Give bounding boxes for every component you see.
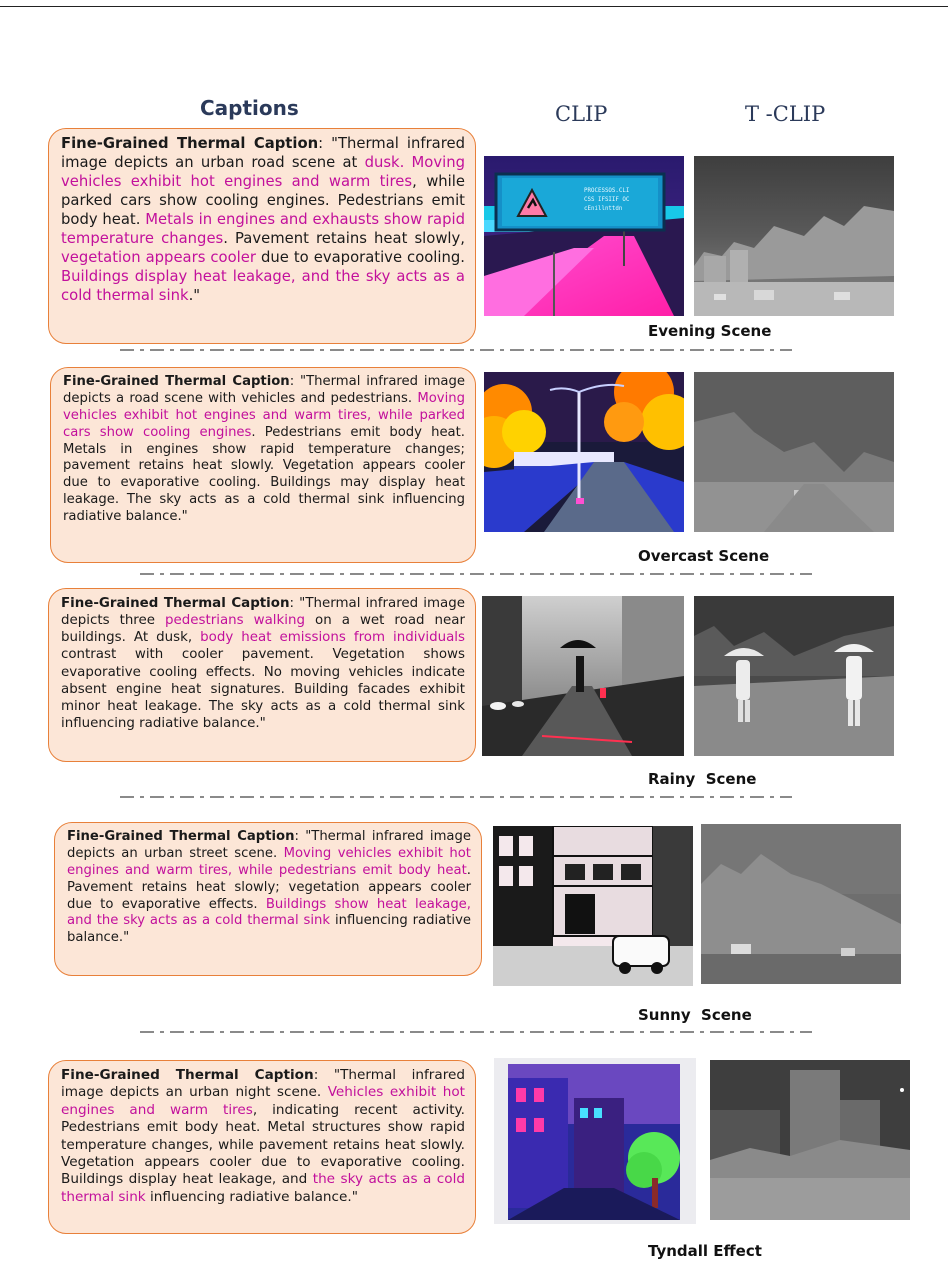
caption-highlight: Buildings display heat leakage, and the sky acts as a cold thermal sink xyxy=(61,267,465,304)
sign-text-line-3: cEnillnttdn xyxy=(584,206,623,212)
caption-lead: Fine-Grained Thermal Caption xyxy=(61,1067,314,1083)
caption-text: influencing radiative balance." xyxy=(67,913,471,946)
clip-header: CLIP xyxy=(555,102,608,126)
separator-1 xyxy=(120,349,792,351)
sign-text-line-1: PROCESSOS.CLI xyxy=(584,188,630,194)
sign-text-line-2: CSS IFSIIF OC xyxy=(584,197,630,203)
clip-image-evening xyxy=(484,156,684,316)
scene-label-sunny: Sunny Scene xyxy=(638,1006,752,1024)
caption-text: . Pedestrians emit body heat. Metals in engines show rapid temperature changes; pavement retains heat slowly. Vegetation appears cooler due to evaporative cooling. Buildings may display heat leakage. The sky acts as a cold thermal sink influencing radiative balance." xyxy=(63,424,465,525)
caption-lead: Fine-Grained Thermal Caption xyxy=(61,135,319,152)
caption-highlight: vegetation appears cooler xyxy=(61,248,256,266)
separator-4 xyxy=(140,1031,812,1033)
caption-highlight: Moving vehicles exhibit hot engines and warm tires, while pedestrians emit body heat xyxy=(67,845,471,878)
caption-highlight: Vehicles exhibit hot engines and warm tires xyxy=(61,1084,465,1118)
caption-text: . Pavement retains heat slowly, xyxy=(223,229,465,247)
caption-highlight: Metals in engines and exhausts show rapid temperature changes xyxy=(61,210,466,247)
tclip-image-overcast xyxy=(694,372,894,532)
top-rule xyxy=(0,6,948,7)
caption-text: : "Thermal infrared image depicts an urban street scene. xyxy=(67,829,471,861)
scene-label-rainy: Rainy Scene xyxy=(648,770,757,788)
caption-text: , while parked cars show cooling engines. Pedestrians emit body heat. xyxy=(61,172,465,228)
clip-image-overcast xyxy=(484,372,684,532)
caption-box-tyndall xyxy=(48,1060,476,1234)
clip-image-tyndall xyxy=(494,1058,696,1224)
caption-text: on a wet road near buildings. At dusk, xyxy=(61,613,465,646)
tclip-image-rainy xyxy=(694,596,894,756)
caption-box-sunny xyxy=(54,822,482,976)
tclip-image-evening xyxy=(694,156,894,316)
caption-box-overcast xyxy=(50,367,476,563)
caption-highlight: the sky acts as a cold thermal sink xyxy=(61,1171,465,1205)
caption-text: due to evaporative cooling. xyxy=(255,248,465,266)
caption-text: contrast with cooler pavement. Vegetation shows evaporative cooling effects. No moving vehicles indicate absent engine heat signatures. Building facades exhibit minor heat leakage. The sky acts as a cold thermal sink influencing radiative balance." xyxy=(61,647,465,732)
caption-lead: Fine-Grained Thermal Caption xyxy=(67,829,295,844)
caption-text: ." xyxy=(188,286,201,304)
tclip-image-tyndall xyxy=(710,1060,910,1220)
separator-2 xyxy=(140,573,812,575)
caption-box-evening xyxy=(48,128,476,344)
caption-highlight: Moving vehicles exhibit hot engines and warm tires, while parked cars show cooling engines xyxy=(63,390,465,440)
caption-text: : "Thermal infrared image depicts a road scene with vehicles and pedestrians. xyxy=(63,374,465,406)
caption-lead: Fine-Grained Thermal Caption xyxy=(63,374,290,389)
caption-text: , indicating recent activity. Pedestrians emit body heat. Metal structures show rapid temperature changes, while pavement retains heat slowly. Vegetation appears cooler due to evaporative cooling. Buildings display heat leakage, and xyxy=(61,1101,465,1188)
tclip-header: T -CLIP xyxy=(745,102,826,126)
caption-highlight: dusk. Moving vehicles exhibit hot engines and warm tires xyxy=(61,153,465,190)
caption-highlight: pedestrians walking xyxy=(165,613,305,629)
scene-label-tyndall: Tyndall Effect xyxy=(648,1242,762,1260)
caption-highlight: Buildings show heat leakage, and the sky acts as a cold thermal sink xyxy=(67,896,471,929)
scene-label-overcast: Overcast Scene xyxy=(638,547,770,565)
tclip-image-sunny xyxy=(701,824,901,984)
scene-label-evening: Evening Scene xyxy=(648,322,772,340)
caption-highlight: body heat emissions from individuals xyxy=(200,630,466,646)
caption-box-rainy xyxy=(48,588,476,762)
caption-lead: Fine-Grained Thermal Caption xyxy=(61,596,290,611)
separator-3 xyxy=(120,796,792,798)
caption-text: : "Thermal infrared image depicts an urban night scene. xyxy=(61,1067,465,1101)
caption-text: . Pavement retains heat slowly; vegetation appears cooler due to evaporative effects. xyxy=(67,862,471,912)
clip-image-sunny xyxy=(493,826,693,986)
caption-text: influencing radiative balance." xyxy=(145,1188,358,1205)
captions-header: Captions xyxy=(200,96,299,120)
clip-image-rainy xyxy=(482,596,684,756)
caption-text: : "Thermal infrared image depicts three xyxy=(61,596,466,629)
caption-text: : "Thermal infrared image depicts an urban road scene at xyxy=(61,135,465,171)
